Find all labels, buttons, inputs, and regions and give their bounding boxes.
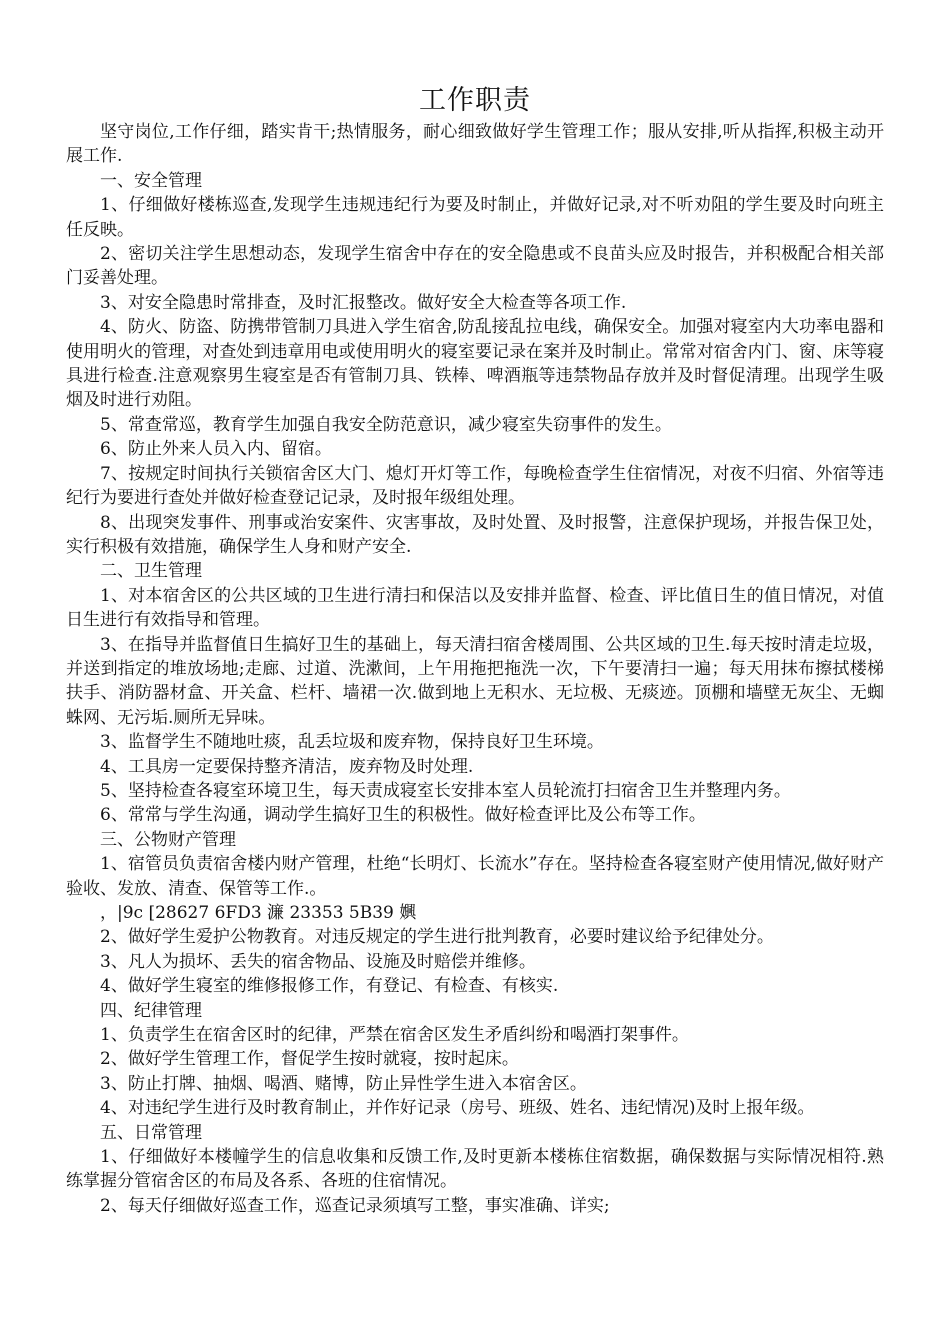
section-heading-hygiene: 二、卫生管理 [100,561,202,582]
paragraph: 7、按规定时间执行关锁宿舍区大门、熄灯开灯等工作，每晚检查学生住宿情况，对夜不归宿、外宿等违纪行为要进行查处并做好检查登记记录，及时报年级组处理。 [66,463,884,509]
paragraph: 2、做好学生管理工作，督促学生按时就寝，按时起床。 [100,1049,519,1070]
page-title: 工作职责 [419,85,531,116]
paragraph: 2、密切关注学生思想动态，发现学生宿舍中存在的安全隐患或不良苗头应及时报告，并积极配合相关部门妥善处理。 [66,244,884,289]
section-heading-discipline: 四、纪律管理 [100,1000,202,1021]
paragraph: ，|9c [28627 6FD3 濂 23353 5B39 嬹 [100,903,417,923]
paragraph: 1、仔细做好楼栋巡查,发现学生违规违纪行为要及时制止，并做好记录,对不听劝阻的学生要及时向班主任反映。 [66,195,884,240]
section-heading-daily: 五、日常管理 [100,1122,202,1143]
paragraph: 6、防止外来人员入内、留宿。 [100,439,332,460]
paragraph: 2、每天仔细做好巡查工作，巡查记录须填写工整，事实准确、详实; [100,1195,610,1216]
paragraph: 1、宿管员负责宿舍楼内财产管理，杜绝“长明灯、长流水”存在。坚持检查各寝室财产使用情况,做好财产验收、发放、清查、保管等工作.。 [66,854,884,899]
document-body [66,120,884,1218]
paragraph: 4、防火、防盗、防携带管制刀具进入学生宿舍,防乱接乱拉电线，确保安全。加强对寝室内大功率电器和使用明火的管理，对查处到违章用电或使用明火的寝室要记录在案并及时制止。常常对宿舍内门、窗、床等寝具进行检查.注意观察男生寝室是否有管制刀具、铁棒、啤酒瓶等违禁物品存放并及时督促清理。出现学生吸烟及时进行劝阻。 [66,317,884,411]
section-heading-safety: 一、安全管理 [100,170,202,191]
paragraph: 1、负责学生在宿舍区时的纪律，严禁在宿舍区发生矛盾纠纷和喝酒打架事件。 [100,1025,689,1046]
paragraph: 3、监督学生不随地吐痰，乱丢垃圾和废弃物，保持良好卫生环境。 [100,732,604,753]
paragraph: 3、防止打牌、抽烟、喝酒、赌博，防止异性学生进入本宿舍区。 [100,1073,587,1094]
paragraph: 1、对本宿舍区的公共区域的卫生进行清扫和保洁以及安排并监督、检查、评比值日生的值日情况，对值日生进行有效指导和管理。 [66,585,884,631]
paragraph: 3、凡人为损坏、丢失的宿舍物品、设施及时赔偿并维修。 [100,951,536,972]
paragraph: 3、对安全隐患时常排查，及时汇报整改。做好安全大检查等各项工作. [100,292,627,313]
paragraph: 4、工具房一定要保持整齐清洁，废弃物及时处理. [100,756,474,777]
paragraph: 4、对违纪学生进行及时教育制止，并作好记录（房号、班级、姓名、违纪情况)及时上报年级。 [100,1098,815,1119]
paragraph: 3、在指导并监督值日生搞好卫生的基础上，每天清扫宿舍楼周围、公共区域的卫生.每天按时清走垃圾，并送到指定的堆放场地;走廊、过道、洗漱间，上午用拖把拖洗一次，下午要清扫一遍；每天用抹布擦拭楼梯扶手、消防器材盒、开关盒、栏杆、墙裙一次.做到地上无积水、无垃极、无痰迹。顶棚和墙壁无灰尘、无蜘蛛网、无污垢.厕所无异味。 [66,634,884,728]
paragraph: 4、做好学生寝室的维修报修工作，有登记、有检查、有核实. [100,976,559,997]
paragraph: 5、坚持检查各寝室环境卫生，每天责成寝室长安排本室人员轮流打扫宿舍卫生并整理内务。 [100,780,791,801]
paragraph: 8、出现突发事件、刑事或治安案件、灾害事故，及时处置、及时报警，注意保护现场，并报告保卫处，实行积极有效措施，确保学生人身和财产安全. [66,512,884,557]
paragraph: 5、常查常巡，教育学生加强自我安全防范意识，减少寝室失窃事件的发生。 [100,414,672,435]
section-heading-property: 三、公物财产管理 [100,829,236,850]
intro-paragraph: 坚守岗位,工作仔细，踏实肯干;热情服务，耐心细致做好学生管理工作；服从安排,听从指挥,积极主动开展工作. [66,122,884,167]
paragraph: 2、做好学生爱护公物教育。对违反规定的学生进行批判教育，必要时建议给予纪律处分。 [100,927,774,948]
paragraph: 1、仔细做好本楼幢学生的信息收集和反馈工作,及时更新本楼栋住宿数据，确保数据与实际情况相符.熟练掌握分管宿舍区的布局及各系、各班的住宿情况。 [66,1147,884,1192]
paragraph: 6、常常与学生沟通，调动学生搞好卫生的积极性。做好检查评比及公布等工作。 [100,805,706,826]
